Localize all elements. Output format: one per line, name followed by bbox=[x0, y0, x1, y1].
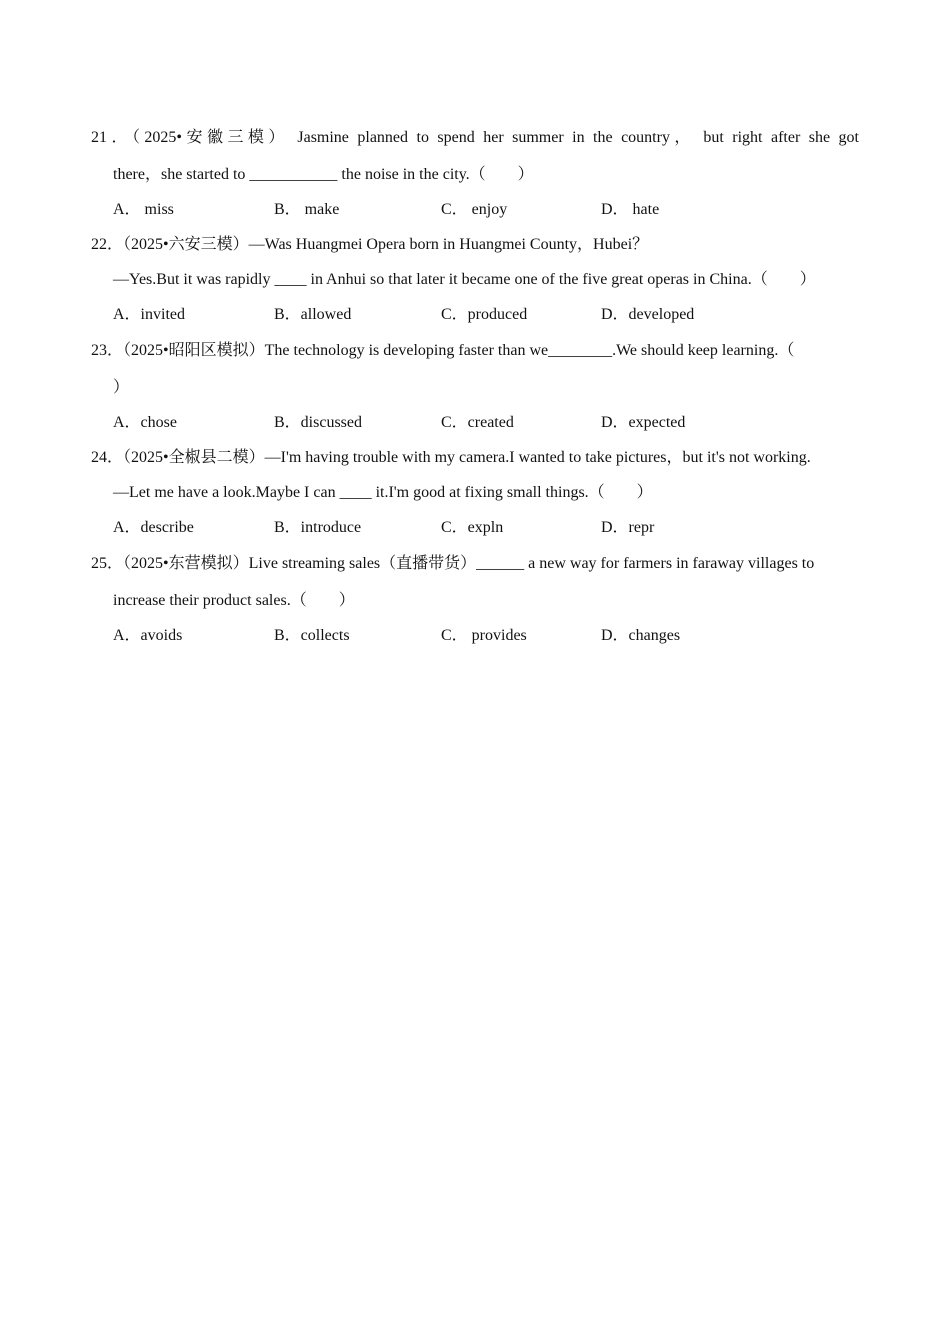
option-d: D．expected bbox=[601, 414, 686, 431]
question-23-line-2: ） bbox=[113, 379, 130, 396]
option-b: B． make bbox=[274, 201, 340, 218]
option-a: A．describe bbox=[113, 519, 194, 536]
option-b: B．collects bbox=[274, 627, 350, 644]
question-number: 21． bbox=[91, 129, 132, 146]
question-stem: —Was Huangmei Opera born in Huangmei County，Hubei？ bbox=[248, 236, 649, 253]
option-c: C． enjoy bbox=[441, 201, 508, 218]
question-22-line-2: —Yes.But it was rapidly ____ in Anhui so that later it became one of the five great operas in China.（ ） bbox=[113, 271, 816, 288]
option-a: A． miss bbox=[113, 201, 174, 218]
question-25-line-1 bbox=[91, 554, 814, 574]
question-24-line-2: —Let me have a look.Maybe I can ____ it.I'm good at fixing small things.（ ） bbox=[113, 484, 653, 501]
question-stem: Live streaming sales（直播带货）______ a new way for farmers in faraway villages to bbox=[248, 555, 815, 572]
question-source: （2025•安徽三模） bbox=[131, 129, 289, 146]
question-21-line-1 bbox=[91, 128, 859, 148]
question-23-line-1 bbox=[91, 341, 794, 361]
question-24-line-1 bbox=[91, 448, 811, 468]
option-c: C．expln bbox=[441, 519, 504, 536]
option-b: B．discussed bbox=[274, 414, 363, 431]
option-d: D．changes bbox=[601, 627, 681, 644]
option-a: A．chose bbox=[113, 414, 177, 431]
question-source: （2025•全椒县二模） bbox=[123, 449, 265, 466]
question-stem: The technology is developing faster than we________.We should keep learning.（ bbox=[264, 342, 795, 359]
question-number: 22． bbox=[91, 236, 124, 253]
question-stem: —I'm having trouble with my camera.I wanted to take pictures，but it's not working. bbox=[264, 449, 811, 466]
option-b: B．introduce bbox=[274, 519, 362, 536]
question-number: 25． bbox=[91, 555, 124, 572]
question-source: （2025•昭阳区模拟） bbox=[123, 342, 265, 359]
option-d: D．repr bbox=[601, 519, 655, 536]
question-21-line-2: there，she started to ___________ the noise in the city.（ ） bbox=[113, 166, 534, 183]
option-d: D． hate bbox=[601, 201, 660, 218]
question-number: 24． bbox=[91, 449, 124, 466]
option-c: C．created bbox=[441, 414, 514, 431]
question-25-line-2: increase their product sales.（ ） bbox=[113, 592, 355, 609]
option-b: B．allowed bbox=[274, 306, 352, 323]
option-a: A．avoids bbox=[113, 627, 183, 644]
question-number: 23． bbox=[91, 342, 124, 359]
option-c: C． provides bbox=[441, 627, 527, 644]
question-source: （2025•东营模拟） bbox=[123, 555, 249, 572]
option-c: C．produced bbox=[441, 306, 528, 323]
option-a: A．invited bbox=[113, 306, 185, 323]
question-stem: Jasmine planned to spend her summer in the country， but right after she got bbox=[297, 129, 860, 146]
question-source: （2025•六安三模） bbox=[123, 236, 249, 253]
question-22-line-1 bbox=[91, 235, 648, 255]
option-d: D．developed bbox=[601, 306, 695, 323]
